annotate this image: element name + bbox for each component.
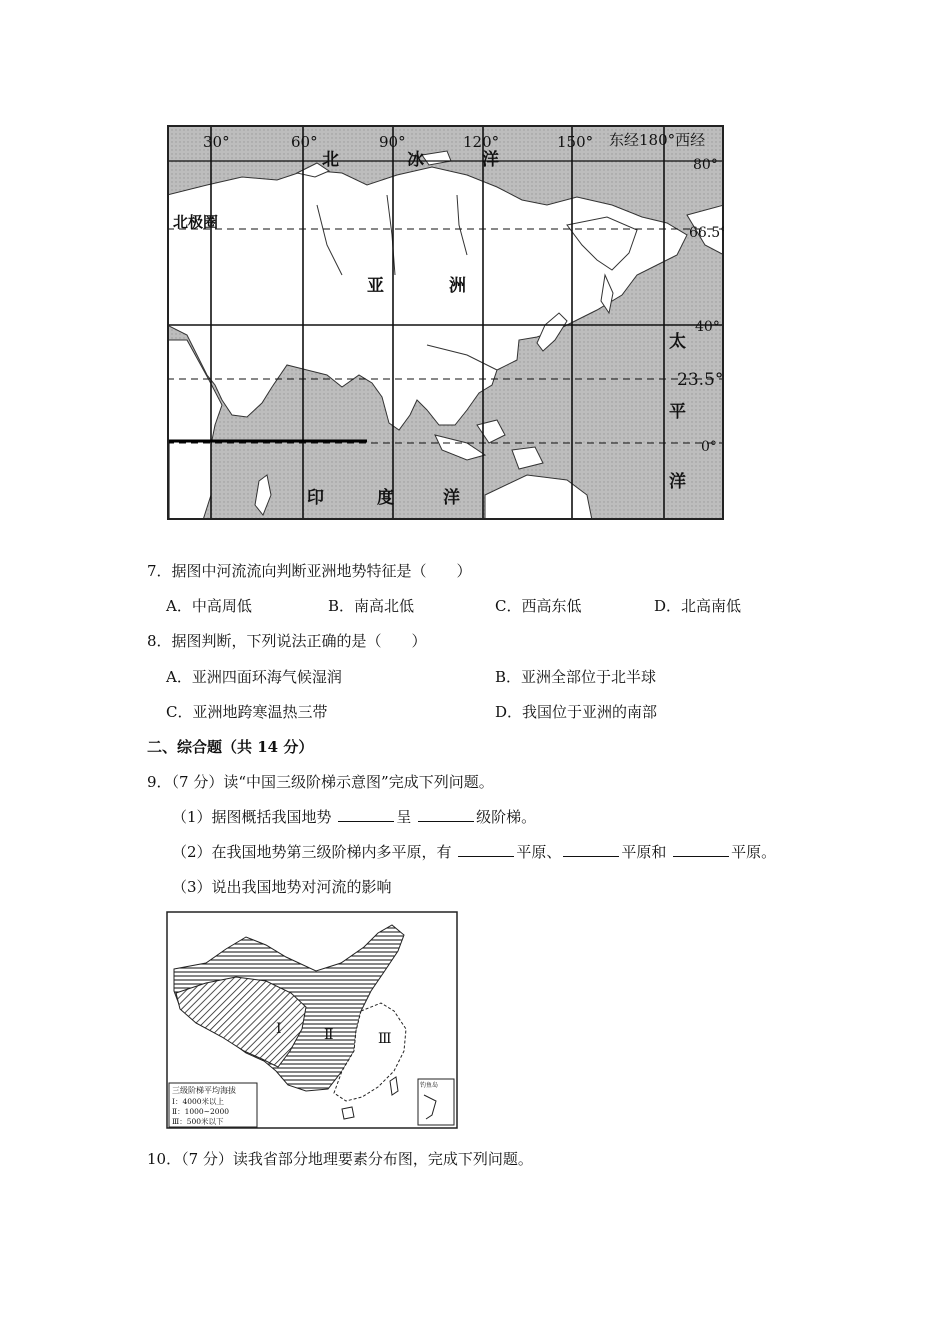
answer-blank[interactable] — [418, 807, 474, 822]
lon-label: 30° — [203, 133, 230, 151]
step-label: Ⅲ — [378, 1031, 392, 1047]
answer-blank[interactable] — [458, 842, 514, 857]
q7-option-c: C．西高东低 — [495, 597, 582, 615]
lon-label: 60° — [291, 133, 318, 151]
legend-title: 三级阶梯平均海拔 — [172, 1086, 236, 1095]
taiwan-land — [390, 1077, 398, 1095]
q7-option-b: B．南高北低 — [328, 597, 415, 615]
ocean-label: 洋 — [443, 488, 460, 508]
q9-sub1 — [172, 807, 536, 827]
asia-map-svg — [167, 125, 724, 520]
q9-sub1-text: 级阶梯。 — [476, 808, 537, 826]
china-terrain-map — [166, 911, 458, 1129]
ocean-label: 北 — [322, 150, 339, 170]
q9-sub2-text: 平原和 — [621, 843, 667, 861]
lat-label: 40° — [695, 319, 720, 335]
q9-sub2-text: 平原、 — [516, 843, 562, 861]
q8-option-d: D．我国位于亚洲的南部 — [495, 703, 658, 721]
ocean-label: 洋 — [669, 472, 686, 492]
step-label: Ⅱ — [324, 1027, 334, 1043]
answer-blank[interactable] — [563, 842, 619, 857]
section-2-title: 二、综合题（共 14 分） — [147, 738, 314, 756]
ocean-label: 印 — [307, 488, 324, 508]
q8-option-a: A．亚洲四面环海气候湿润 — [166, 668, 342, 686]
question-9-stem: 9．（7 分）读“中国三级阶梯示意图”完成下列问题。 — [147, 773, 494, 791]
q9-sub1-text: 呈 — [396, 808, 412, 826]
step-label: Ⅰ — [276, 1021, 282, 1037]
continent-label: 洲 — [449, 276, 466, 296]
question-7-stem: 7．据图中河流流向判断亚洲地势特征是（ ） — [147, 562, 472, 580]
q9-sub2 — [172, 842, 776, 862]
q8-option-c: C．亚洲地跨寒温热三带 — [166, 703, 328, 721]
legend-item: Ⅰ：4000米以上 — [172, 1097, 225, 1106]
lat-label: 66.5° — [689, 225, 724, 241]
ocean-label: 冰 — [407, 150, 424, 170]
lon-label: 90° — [379, 133, 406, 151]
ocean-label: 平 — [669, 402, 686, 422]
legend-item: Ⅲ：500米以下 — [172, 1117, 224, 1126]
inset-label: 钓鱼岛 — [420, 1082, 439, 1089]
legend-item: Ⅱ：1000~2000 — [172, 1107, 230, 1116]
ocean-label: 度 — [377, 488, 394, 508]
asia-map — [167, 125, 724, 520]
continent-label: 亚 — [367, 276, 384, 296]
question-8-stem: 8．据图判断，下列说法正确的是（ ） — [147, 632, 427, 650]
lat-label: 23.5° — [677, 370, 724, 390]
lon-label: 东经180°西经 — [609, 131, 706, 149]
lat-label: 0° — [701, 439, 717, 455]
ocean-label: 太 — [669, 332, 686, 352]
answer-blank[interactable] — [673, 842, 729, 857]
lon-label: 120° — [463, 133, 500, 151]
ocean-label: 洋 — [482, 150, 499, 170]
hainan-land — [342, 1107, 354, 1119]
q7-option-a: A．中高周低 — [166, 597, 252, 615]
q9-sub3: （3）说出我国地势对河流的影响 — [172, 878, 392, 896]
answer-blank[interactable] — [338, 807, 394, 822]
arctic-circle-label: 北极圈 — [173, 213, 219, 231]
question-10-stem: 10．（7 分）读我省部分地理要素分布图，完成下列问题。 — [147, 1150, 533, 1168]
china-map-svg — [166, 911, 458, 1129]
q9-sub1-text: （1）据图概括我国地势 — [172, 808, 332, 826]
lon-label: 150° — [557, 133, 594, 151]
lat-label: 80° — [693, 157, 718, 173]
q9-sub2-text: 平原。 — [731, 843, 777, 861]
q8-option-b: B．亚洲全部位于北半球 — [495, 668, 657, 686]
q7-option-d: D．北高南低 — [654, 597, 742, 615]
q9-sub2-text: （2）在我国地势第三级阶梯内多平原，有 — [172, 843, 452, 861]
